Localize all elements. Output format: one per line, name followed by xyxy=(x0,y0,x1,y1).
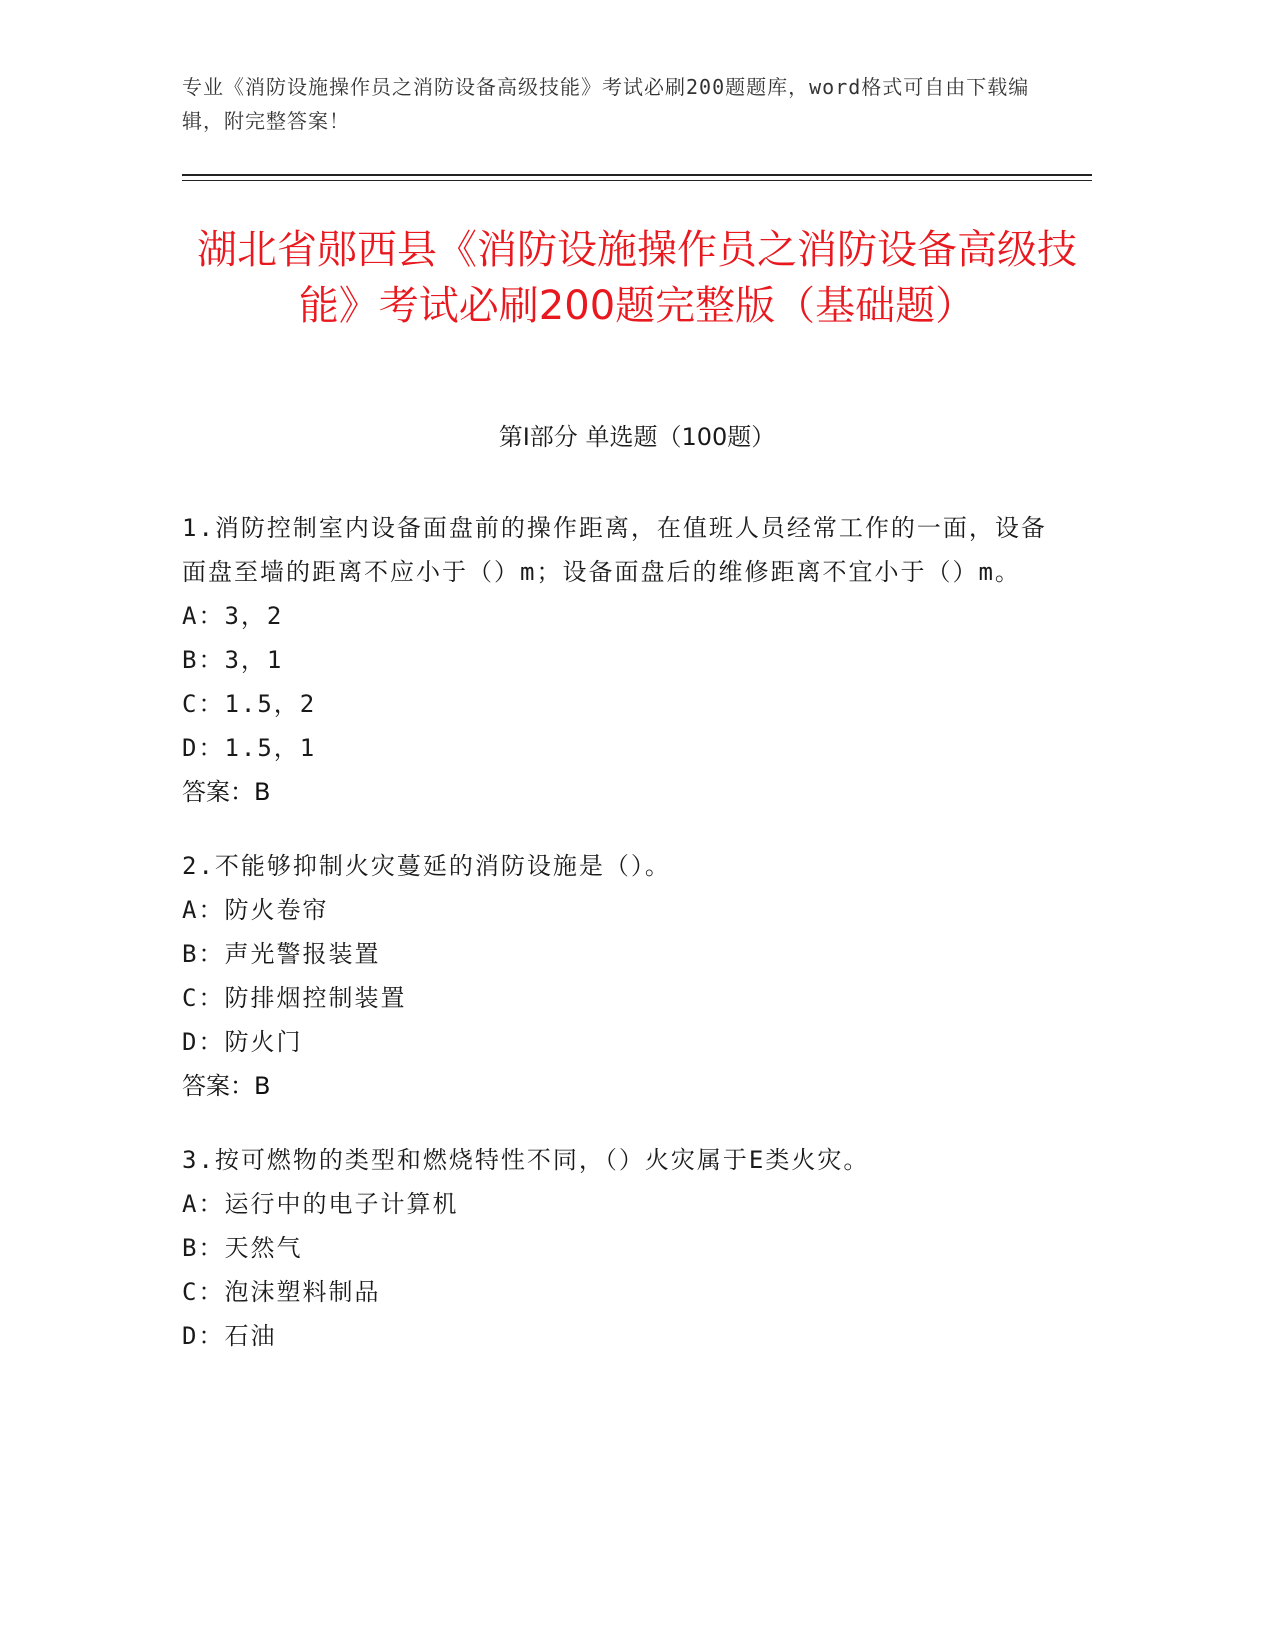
question-stem: 3.按可燃物的类型和燃烧特性不同，（）火灾属于E类火灾。 xyxy=(182,1146,870,1174)
question-1 xyxy=(182,506,1062,814)
header-note: 专业《消防设施操作员之消防设备高级技能》考试必刷200题题库，word格式可自由下载编辑，附完整答案！ xyxy=(182,75,1030,133)
header-divider xyxy=(182,174,1092,176)
option-a: A：运行中的电子计算机 xyxy=(182,1190,459,1218)
option-c: C：泡沫塑料制品 xyxy=(182,1278,381,1306)
option-b: B：天然气 xyxy=(182,1234,303,1262)
option-a: A：防火卷帘 xyxy=(182,896,329,924)
option-d: D：防火门 xyxy=(182,1028,303,1056)
header-divider-thin xyxy=(182,180,1092,181)
section-title: 第I部分 单选题（100题） xyxy=(498,423,776,451)
question-3 xyxy=(182,1138,1062,1358)
option-c: C：防排烟控制装置 xyxy=(182,984,407,1012)
option-a: A：3，2 xyxy=(182,602,284,630)
option-d: D：石油 xyxy=(182,1322,277,1350)
option-b: B：声光警报装置 xyxy=(182,940,381,968)
document-title: 湖北省郧西县《消防设施操作员之消防设备高级技能》考试必刷200题完整版（基础题） xyxy=(197,227,1077,329)
question-2 xyxy=(182,844,1062,1108)
option-d: D：1.5，1 xyxy=(182,734,317,762)
answer: 答案：B xyxy=(182,1072,271,1100)
option-c: C：1.5，2 xyxy=(182,690,317,718)
option-b: B：3，1 xyxy=(182,646,284,674)
question-stem: 2.不能够抑制火灾蔓延的消防设施是（）。 xyxy=(182,852,671,880)
question-stem: 1.消防控制室内设备面盘前的操作距离，在值班人员经常工作的一面，设备面盘至墙的距离不应小于（）m；设备面盘后的维修距离不宜小于（）m。 xyxy=(182,514,1047,586)
answer: 答案：B xyxy=(182,778,271,806)
question-list xyxy=(182,506,1062,1388)
